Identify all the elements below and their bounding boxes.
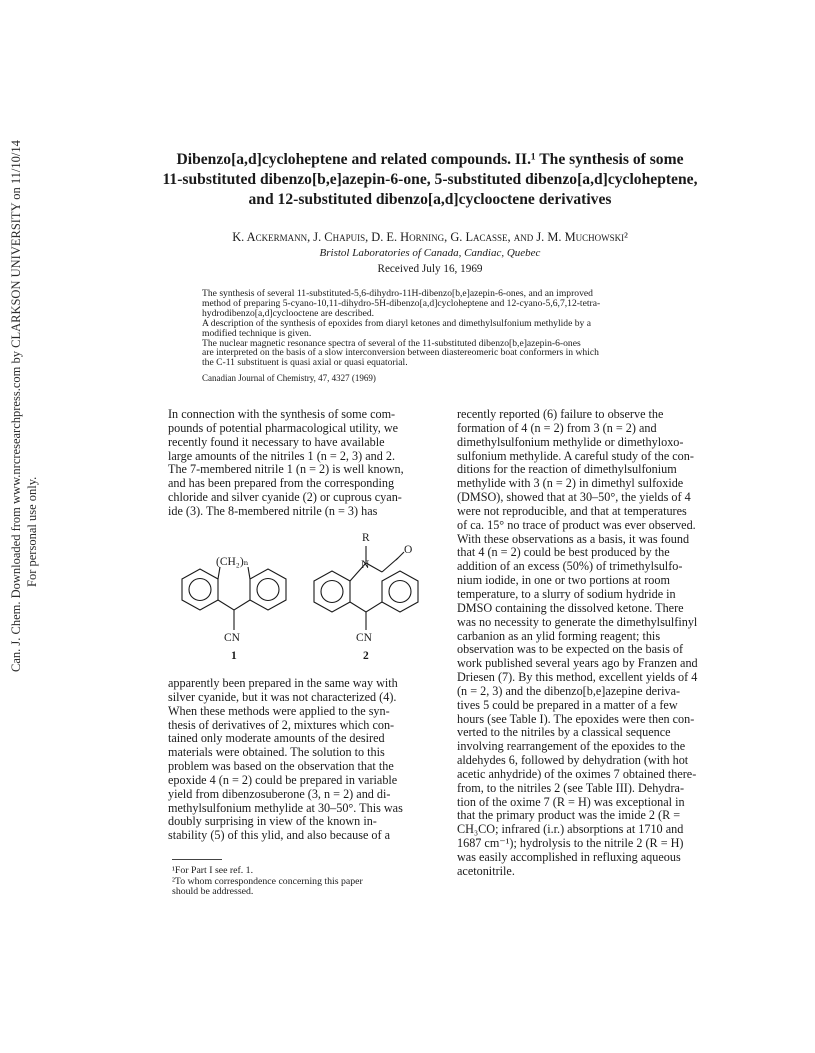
body-line: (n = 2, 3) and the dibenzo[b,e]azepine deriva- (457, 683, 681, 698)
body-line: doubly surprising in view of the known in- (168, 814, 377, 829)
title-line: 11-substituted dibenzo[b,e]azepin-6-one, 5-substituted dibenzo[a,d]cycloheptene, (162, 171, 698, 188)
compound-2-number: 2 (363, 650, 369, 662)
footnote-2-cont: should be addressed. (172, 886, 254, 898)
title-line: Dibenzo[a,d]cycloheptene and related compounds. II.¹ The synthesis of some (176, 151, 684, 168)
abstract-line: method of preparing 5-cyano-10,11-dihydro-5H-dibenzo[a,d]cycloheptene and 12-cyano-5,6,7,12-tetra- (202, 297, 601, 309)
footnote-rule (172, 859, 222, 860)
abstract-line: modified technique is given. (202, 327, 312, 339)
body-line: problem was based on the observation that the (168, 759, 394, 774)
chemical-structures (168, 532, 446, 672)
body-line: nium iodide, in one or two portions at room (457, 573, 670, 588)
body-line: were not reproducible, and that at temperatures (457, 503, 687, 518)
body-line: recently found it necessary to have available (168, 434, 385, 449)
body-line: chloride and silver cyanide (2) or cuprous cyan- (168, 490, 402, 505)
body-left-bottom (168, 677, 446, 843)
s1-ch2-label: (CH₂)ₙ (216, 556, 249, 568)
body-line: tives 5 could be prepared in a matter of a few (457, 697, 678, 712)
body-line: sulfonium methylide. A careful study of the con- (457, 448, 694, 463)
body-line: carbanion as an ylid forming reagent; this (457, 628, 661, 643)
received-date: Received July 16, 1969 (377, 263, 483, 275)
body-line: was easily accomplished in refluxing aqueous (457, 850, 681, 864)
body-line: acetonitrile. (457, 863, 515, 878)
article-title (150, 150, 710, 210)
body-line: When these methods were applied to the syn- (168, 703, 390, 718)
abstract (202, 289, 702, 384)
body-line: and has been prepared from the corresponding (168, 476, 395, 491)
footnote-1: ¹For Part I see ref. 1. (172, 865, 254, 876)
body-left-top (168, 408, 446, 519)
body-line: methylide with 3 (n = 2) in dimethyl sulfoxide (457, 476, 684, 491)
body-line: tained only moderate amounts of the desired (168, 731, 385, 746)
body-line: 1687 cm⁻¹); hydrolysis to the nitrile 2 (R = H) (457, 836, 684, 851)
s2-o-label: O (404, 544, 413, 556)
body-line: hours (see Table I). The epoxides were then con- (457, 711, 695, 726)
body-line: stability (5) of this ylid, and also because of a (168, 828, 391, 843)
s2-cn-label: CN (356, 632, 372, 644)
author-block (150, 229, 710, 277)
body-line: that 4 (n = 2) could be best produced by the (457, 545, 670, 560)
author-list: K. Ackermann, J. Chapuis, D. E. Horning, G. Lacasse, and J. M. Muchowski² (232, 230, 628, 244)
body-line: DMSO containing the dissolved ketone. There (457, 600, 684, 615)
body-line: In connection with the synthesis of some com- (168, 407, 396, 421)
body-right (457, 408, 732, 879)
body-line: involving rearrangement of the epoxides to the (457, 739, 686, 754)
s2-n-label: N (361, 559, 370, 571)
body-line: epoxide 4 (n = 2) could be prepared in variable (168, 772, 398, 787)
body-line: acetic anhydride) of the oximes 7 obtained there- (457, 766, 697, 781)
body-line: recently reported (6) failure to observe the (457, 407, 664, 421)
body-line: verted to the nitriles by a classical sequence (457, 725, 671, 740)
abstract-line: are interpreted on the basis of a slow interconversion between diastereomeric boat conformers in which (202, 347, 599, 359)
personal-use-notice: For personal use only. (25, 476, 39, 587)
body-line: work published several years ago by Franzen and (457, 656, 698, 671)
body-line: The 7-membered nitrile 1 (n = 2) is well known, (168, 462, 404, 477)
affiliation: Bristol Laboratories of Canada, Candiac, Quebec (319, 247, 541, 259)
body-line: pounds of potential pharmacological utility, we (168, 420, 399, 435)
body-line: formation of 4 (n = 2) from 3 (n = 2) and (457, 420, 657, 435)
journal-citation: Canadian Journal of Chemistry, 47, 4327 (1969) (202, 373, 376, 384)
body-line: yield from dibenzosuberone (3, n = 2) and di- (168, 786, 391, 801)
abstract-line: The nuclear magnetic resonance spectra of several of the 11-substituted dibenzo[b,e]azepin-6-ones (202, 337, 581, 349)
footnotes (172, 866, 452, 898)
body-line: observation was to be expected on the basis of (457, 642, 684, 657)
body-line: was no necessity to generate the dimethylsulfinyl (457, 614, 698, 629)
body-line: CH₃CO; infrared (i.r.) absorptions at 1710 and (457, 822, 684, 837)
body-line: aldehydes 6, followed by dehydration (with hot (457, 753, 689, 768)
body-line: thesis of derivatives of 2, mixtures which con- (168, 717, 395, 732)
footnote-2: ²To whom correspondence concerning this paper (172, 875, 363, 887)
s2-r-label: R (362, 532, 370, 544)
body-line: With these observations as a basis, it was found (457, 531, 690, 546)
structure-1-drawing (182, 567, 286, 630)
title-line: and 12-substituted dibenzo[a,d]cyclooctene derivatives (248, 191, 612, 208)
body-line: silver cyanide, but it was not characterized (4). (168, 689, 397, 704)
body-line: Driesen (7). By this method, excellent yields of 4 (457, 670, 698, 685)
body-line: ide (3). The 8-membered nitrile (n = 3) has (168, 503, 378, 518)
s1-cn-label: CN (224, 632, 240, 644)
body-line: of ca. 15° no trace of product was ever observed. (457, 517, 696, 532)
body-line: methylsulfonium methylide at 30–50°. This was (168, 800, 403, 815)
body-line: (DMSO), showed that at 30–50°, the yields of 4 (457, 490, 691, 505)
body-line: addition of an excess (50%) of trimethylsulfo- (457, 559, 683, 574)
body-line: ditions for the reaction of dimethylsulfonium (457, 462, 677, 477)
abstract-line: The synthesis of several 11-substituted-5,6-dihydro-11H-dibenzo[b,e]azepin-6-ones, and an improved (202, 288, 593, 299)
abstract-line: the C-11 substituent is quasi axial or quasi equatorial. (202, 357, 408, 369)
body-line: tion of the oxime 7 (R = H) was exceptional in (457, 794, 685, 809)
body-line: from, to the nitriles 2 (see Table III). Dehydra- (457, 780, 685, 795)
body-line: large amounts of the nitriles 1 (n = 2, 3) and 2. (168, 448, 395, 463)
body-line: materials were obtained. The solution to this (168, 745, 385, 760)
body-line: temperature, to a slurry of sodium hydride in (457, 586, 676, 601)
body-line: apparently been prepared in the same way with (168, 676, 398, 690)
download-notice: Can. J. Chem. Downloaded from www.nrcresearchpress.com by CLARKSON UNIVERSITY on 11/10/14 (9, 140, 23, 672)
body-line: that the primary product was the imide 2 (R = (457, 808, 681, 823)
body-line: dimethylsulfonium methylide or dimethyloxo- (457, 434, 684, 449)
compound-1-number: 1 (231, 650, 237, 662)
abstract-line: A description of the synthesis of epoxides from diaryl ketones and dimethylsulfonium methylide by a (202, 317, 592, 329)
abstract-line: hydrodibenzo[a,d]cyclooctene are described. (202, 307, 375, 319)
side-download-note (0, 0, 40, 1053)
